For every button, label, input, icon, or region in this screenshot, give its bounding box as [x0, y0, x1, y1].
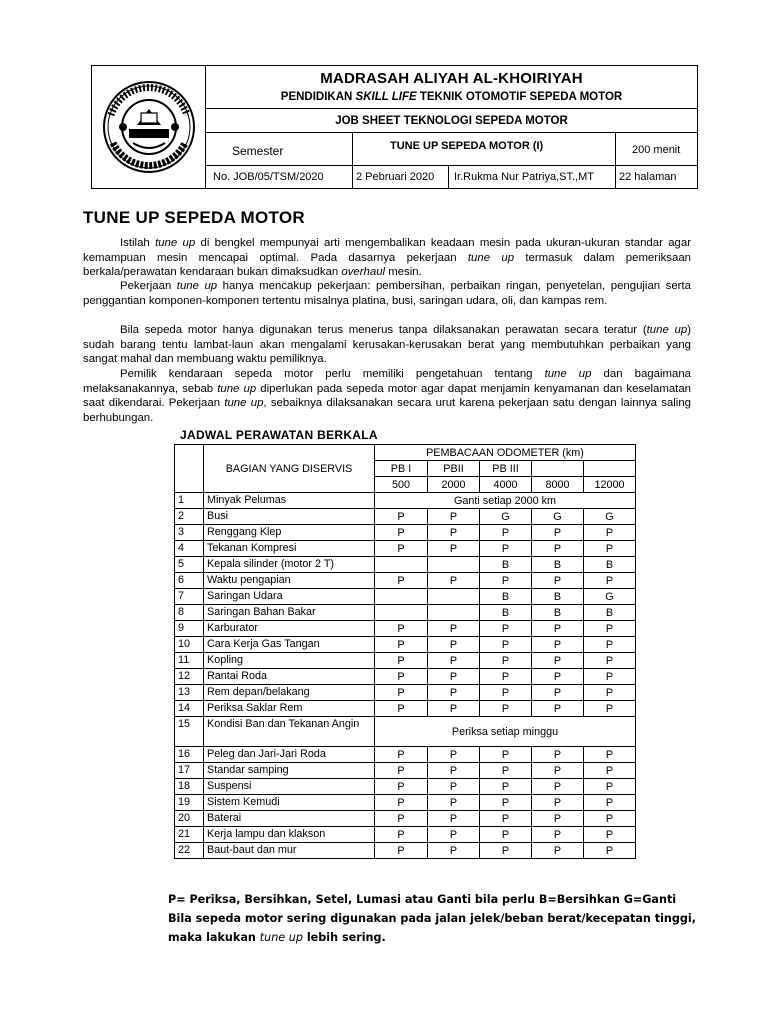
table-row	[175, 621, 636, 637]
table-row	[175, 573, 636, 589]
service-action	[375, 605, 428, 621]
row-number: 15	[175, 717, 204, 747]
maintenance-schedule-table	[174, 444, 636, 859]
column-header-pb: PBII	[428, 461, 480, 477]
table-header-row	[175, 445, 636, 461]
schedule-title: JADWAL PERAWATAN BERKALA	[180, 428, 378, 442]
table-row	[175, 493, 636, 509]
service-action: P	[428, 747, 480, 763]
service-action: P	[480, 573, 532, 589]
job-sheet-title: JOB SHEET TEKNOLOGI SEPEDA MOTOR	[335, 115, 568, 127]
service-action: P	[428, 685, 480, 701]
service-item: Kondisi Ban dan Tekanan Angin	[204, 717, 375, 747]
service-action	[375, 557, 428, 573]
paragraph-3: Bila sepeda motor hanya digunakan terus menerus tanpa dilaksanakan perawatan secara teratur (tune up) sudah barang tentu lambat-laun akan mengalami kerusakan-kerusakan berat yang membutuhkan perbaikan yang sangat mahal dan membuang waktu pemiliknya.	[83, 324, 691, 365]
service-action: P	[375, 763, 428, 779]
row-number: 22	[175, 843, 204, 859]
legend-note: P= Periksa, Bersihkan, Setel, Lumasi atau Ganti bila perlu B=Bersihkan G=Ganti	[168, 893, 677, 906]
row-number: 14	[175, 701, 204, 717]
column-header-km: 8000	[532, 477, 584, 493]
service-item: Periksa Saklar Rem	[204, 701, 375, 717]
column-header-km: 12000	[584, 477, 636, 493]
page-count: 22 halaman	[619, 171, 677, 183]
row-number: 4	[175, 541, 204, 557]
table-row	[175, 669, 636, 685]
divider	[352, 132, 353, 188]
service-action: P	[480, 763, 532, 779]
service-action: P	[584, 779, 636, 795]
service-action: P	[532, 669, 584, 685]
service-action: P	[532, 701, 584, 717]
divider	[206, 165, 697, 166]
service-action: B	[480, 557, 532, 573]
table-header-cell	[584, 461, 636, 477]
job-topic: TUNE UP SEPEDA MOTOR (I)	[390, 140, 544, 152]
service-item: Saringan Bahan Bakar	[204, 605, 375, 621]
service-action: P	[480, 843, 532, 859]
column-header-pb: PB I	[375, 461, 428, 477]
interval-note: Periksa setiap minggu	[375, 717, 636, 747]
row-number: 19	[175, 795, 204, 811]
service-action: P	[480, 747, 532, 763]
service-action: P	[480, 685, 532, 701]
table-row	[175, 541, 636, 557]
service-action: B	[584, 557, 636, 573]
row-number: 12	[175, 669, 204, 685]
service-action: P	[480, 669, 532, 685]
row-number: 5	[175, 557, 204, 573]
service-action: P	[428, 669, 480, 685]
page-title: TUNE UP SEPEDA MOTOR	[83, 208, 305, 227]
service-action: P	[375, 685, 428, 701]
row-number: 7	[175, 589, 204, 605]
service-action: G	[532, 509, 584, 525]
service-action: P	[428, 621, 480, 637]
service-action: P	[375, 811, 428, 827]
job-duration: 200 menit	[632, 144, 681, 156]
service-action: P	[480, 525, 532, 541]
table-row	[175, 717, 636, 747]
service-action: P	[428, 827, 480, 843]
service-action: P	[428, 795, 480, 811]
row-number: 16	[175, 747, 204, 763]
service-action: P	[428, 509, 480, 525]
job-number: No. JOB/05/TSM/2020	[213, 171, 324, 183]
service-action: P	[428, 541, 480, 557]
service-action: P	[375, 621, 428, 637]
service-action: P	[480, 795, 532, 811]
service-action: P	[532, 573, 584, 589]
service-action: P	[532, 843, 584, 859]
column-header-part: BAGIAN YANG DISERVIS	[204, 445, 375, 493]
service-action: P	[532, 811, 584, 827]
service-action	[428, 557, 480, 573]
service-item: Rem depan/belakang	[204, 685, 375, 701]
service-action: P	[532, 795, 584, 811]
row-number: 21	[175, 827, 204, 843]
service-item: Baterai	[204, 811, 375, 827]
service-action	[428, 605, 480, 621]
service-action: P	[428, 811, 480, 827]
service-action: P	[532, 637, 584, 653]
table-row	[175, 557, 636, 573]
column-header-km: 2000	[428, 477, 480, 493]
divider	[206, 108, 697, 109]
usage-note: Bila sepeda motor sering digunakan pada jalan jelek/beban berat/kecepatan tinggi,	[168, 912, 696, 925]
service-action: P	[375, 701, 428, 717]
service-item: Minyak Pelumas	[204, 493, 375, 509]
service-action: P	[375, 795, 428, 811]
service-item: Baut-baut dan mur	[204, 843, 375, 859]
service-item: Tekanan Kompresi	[204, 541, 375, 557]
document-header	[91, 65, 698, 189]
service-action: P	[375, 669, 428, 685]
table-row	[175, 589, 636, 605]
table-row	[175, 701, 636, 717]
table-row	[175, 509, 636, 525]
service-action: P	[584, 795, 636, 811]
divider	[448, 165, 449, 188]
divider	[206, 132, 697, 133]
row-number: 1	[175, 493, 204, 509]
school-emblem-icon	[101, 79, 197, 175]
divider	[615, 132, 616, 188]
column-header-km: 500	[375, 477, 428, 493]
service-action: G	[584, 509, 636, 525]
service-action: P	[584, 763, 636, 779]
service-action: P	[532, 525, 584, 541]
service-action: P	[532, 747, 584, 763]
service-action: P	[375, 637, 428, 653]
service-action: P	[480, 811, 532, 827]
service-action: P	[480, 779, 532, 795]
service-action: P	[532, 763, 584, 779]
table-row	[175, 525, 636, 541]
table-header-cell	[175, 445, 204, 493]
service-item: Rantai Roda	[204, 669, 375, 685]
table-row	[175, 811, 636, 827]
service-item: Suspensi	[204, 779, 375, 795]
service-item: Waktu pengapian	[204, 573, 375, 589]
service-item: Karburator	[204, 621, 375, 637]
table-row	[175, 827, 636, 843]
service-action: B	[480, 589, 532, 605]
service-action: P	[480, 701, 532, 717]
service-action: P	[584, 843, 636, 859]
service-action: P	[375, 541, 428, 557]
row-number: 6	[175, 573, 204, 589]
service-item: Saringan Udara	[204, 589, 375, 605]
program-subtitle: PENDIDIKAN SKILL LIFE TEKNIK OTOMOTIF SEPEDA MOTOR	[280, 91, 623, 103]
service-action: B	[532, 605, 584, 621]
service-action: P	[428, 573, 480, 589]
service-action: P	[584, 747, 636, 763]
service-action: P	[584, 573, 636, 589]
service-action: G	[584, 589, 636, 605]
service-action: P	[532, 685, 584, 701]
service-action: P	[375, 779, 428, 795]
service-item: Kerja lampu dan klakson	[204, 827, 375, 843]
service-item: Busi	[204, 509, 375, 525]
row-number: 10	[175, 637, 204, 653]
row-number: 2	[175, 509, 204, 525]
service-action: P	[532, 621, 584, 637]
service-item: Cara Kerja Gas Tangan	[204, 637, 375, 653]
table-header-cell	[532, 461, 584, 477]
service-action: P	[532, 827, 584, 843]
service-action: P	[532, 779, 584, 795]
service-action: P	[428, 653, 480, 669]
table-row	[175, 843, 636, 859]
service-action: P	[375, 653, 428, 669]
service-action: P	[532, 541, 584, 557]
service-action: P	[584, 541, 636, 557]
paragraph-2: Pekerjaan tune up hanya mencakup pekerjaan: pembersihan, perbaikan ringan, penyetelan, pengujian serta penggantian komponen-komponen tertentu misalnya platina, busi, saringan udara, oli, dan kampas rem.	[83, 280, 691, 307]
service-action: P	[480, 827, 532, 843]
row-number: 18	[175, 779, 204, 795]
semester-label: Semester	[232, 144, 284, 158]
row-number: 17	[175, 763, 204, 779]
paragraph-1: Istilah tune up di bengkel mempunyai arti mengembalikan keadaan mesin pada ukuran-ukuran standar agar kemampuan mesin mencapai optimal. Pada dasarnya pekerjaan tune up termasuk dalam pemeriksaan berkala/perawatan kendaraan bukan dimaksudkan overhaul mesin.	[83, 237, 691, 278]
row-number: 3	[175, 525, 204, 541]
row-number: 11	[175, 653, 204, 669]
service-action	[428, 589, 480, 605]
paragraph-4: Pemilik kendaraan sepeda motor perlu memiliki pengetahuan tentang tune up dan bagaimana melaksanakannya, sebab tune up diperlukan pada sepeda motor agar dapat menjamin kenyamanan dan keselamatan saat dikendarai. Pekerjaan tune up, sebaiknya dilaksanakan secara urut karena pekerjaan satu dengan lainnya saling berhubungan.	[83, 368, 691, 424]
service-action	[375, 589, 428, 605]
service-action: P	[584, 811, 636, 827]
school-name: MADRASAH ALIYAH AL-KHOIRIYAH	[320, 70, 583, 87]
service-action: G	[480, 509, 532, 525]
service-action: B	[584, 605, 636, 621]
service-item: Kopling	[204, 653, 375, 669]
service-action: P	[584, 653, 636, 669]
service-action: B	[480, 605, 532, 621]
row-number: 20	[175, 811, 204, 827]
usage-note-2: maka lakukan tune up lebih sering.	[168, 931, 386, 944]
service-item: Renggang Klep	[204, 525, 375, 541]
row-number: 8	[175, 605, 204, 621]
job-date: 2 Pebruari 2020	[356, 171, 435, 183]
service-action: P	[584, 621, 636, 637]
service-action: P	[480, 541, 532, 557]
service-action: P	[375, 747, 428, 763]
service-action: P	[375, 525, 428, 541]
service-action: P	[584, 827, 636, 843]
table-row	[175, 653, 636, 669]
service-action: P	[375, 509, 428, 525]
job-author: Ir.Rukma Nur Patriya,ST.,MT	[454, 171, 594, 183]
interval-note: Ganti setiap 2000 km	[375, 493, 636, 509]
row-number: 13	[175, 685, 204, 701]
column-header-pb: PB III	[480, 461, 532, 477]
table-row	[175, 637, 636, 653]
school-logo-cell	[92, 66, 206, 188]
service-action: P	[532, 653, 584, 669]
service-action: P	[428, 843, 480, 859]
service-action: P	[428, 763, 480, 779]
table-row	[175, 795, 636, 811]
service-action: P	[375, 573, 428, 589]
column-header-km: 4000	[480, 477, 532, 493]
table-row	[175, 779, 636, 795]
service-action: P	[480, 637, 532, 653]
column-header-odometer: PEMBACAAN ODOMETER (km)	[375, 445, 636, 461]
service-action: P	[428, 525, 480, 541]
service-action: P	[428, 701, 480, 717]
service-item: Standar samping	[204, 763, 375, 779]
table-row	[175, 685, 636, 701]
service-action: P	[584, 685, 636, 701]
row-number: 9	[175, 621, 204, 637]
service-action: P	[584, 701, 636, 717]
service-action: P	[375, 827, 428, 843]
service-item: Kepala silinder (motor 2 T)	[204, 557, 375, 573]
service-item: Peleg dan Jari-Jari Roda	[204, 747, 375, 763]
service-action: P	[480, 621, 532, 637]
service-item: Sistem Kemudi	[204, 795, 375, 811]
table-row	[175, 747, 636, 763]
service-action: P	[584, 525, 636, 541]
service-action: P	[584, 669, 636, 685]
service-action: B	[532, 557, 584, 573]
service-action: P	[428, 637, 480, 653]
service-action: P	[428, 779, 480, 795]
table-row	[175, 763, 636, 779]
service-action: P	[375, 843, 428, 859]
service-action: B	[532, 589, 584, 605]
table-row	[175, 605, 636, 621]
service-action: P	[480, 653, 532, 669]
service-action: P	[584, 637, 636, 653]
